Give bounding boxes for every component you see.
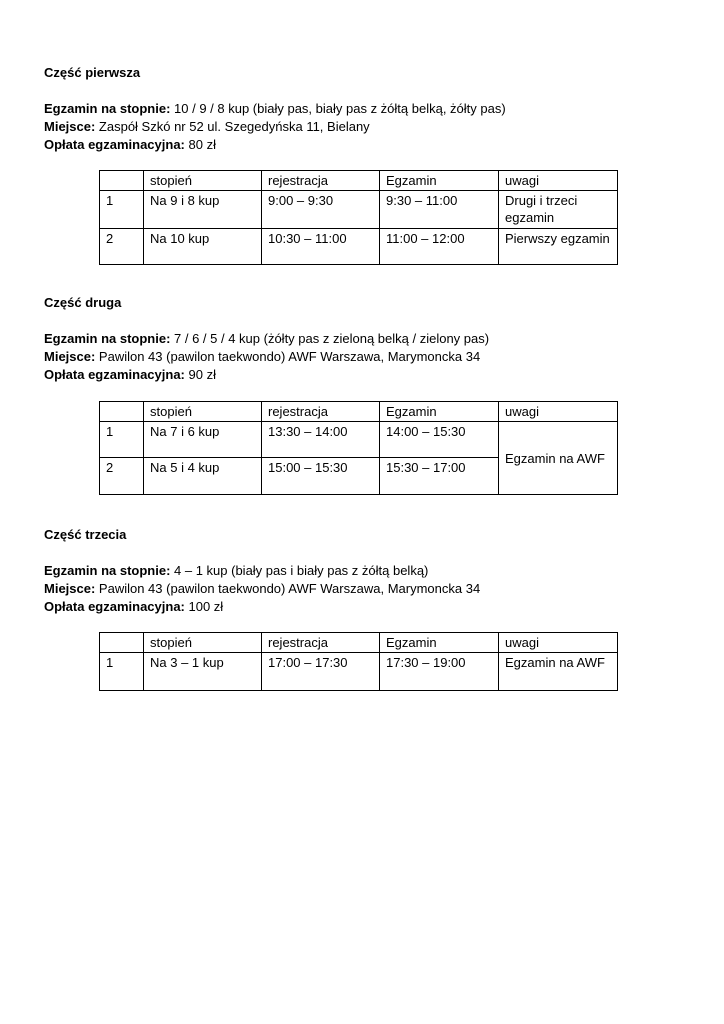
table-cell: 1	[100, 422, 144, 458]
exam-levels-label: Egzamin na stopnie:	[44, 331, 171, 346]
exam-levels-value: 7 / 6 / 5 / 4 kup (żółty pas z zieloną belką / zielony pas)	[170, 331, 490, 346]
exam-levels-label: Egzamin na stopnie:	[44, 563, 171, 578]
place-value: Pawilon 43 (pawilon taekwondo) AWF Warszawa, Marymoncka 34	[95, 349, 481, 364]
schedule-table-1	[99, 170, 618, 265]
exam-levels-label: Egzamin na stopnie:	[44, 101, 171, 116]
header-cell: Egzamin	[380, 402, 499, 422]
place-label: Miejsce:	[44, 581, 96, 596]
table-header-row	[100, 633, 618, 653]
table-cell: Na 7 i 6 kup	[144, 422, 262, 458]
header-cell: stopień	[144, 402, 262, 422]
place-label: Miejsce:	[44, 119, 96, 134]
fee-label: Opłata egzaminacyjna:	[44, 599, 185, 614]
fee-line	[44, 136, 684, 154]
table-cell: Drugi i trzeci egzamin	[499, 191, 618, 229]
header-cell: rejestracja	[262, 171, 380, 191]
table-cell: 15:30 – 17:00	[380, 458, 499, 495]
table-cell: Na 9 i 8 kup	[144, 191, 262, 229]
header-cell: rejestracja	[262, 633, 380, 653]
table-row	[100, 422, 618, 458]
header-cell	[100, 171, 144, 191]
fee-label: Opłata egzaminacyjna:	[44, 367, 185, 382]
table-cell: Na 10 kup	[144, 229, 262, 265]
fee-value: 90 zł	[184, 367, 216, 382]
schedule-table-2	[99, 401, 618, 495]
header-cell: stopień	[144, 633, 262, 653]
fee-label: Opłata egzaminacyjna:	[44, 137, 185, 152]
header-cell: rejestracja	[262, 402, 380, 422]
header-cell: stopień	[144, 171, 262, 191]
header-cell: uwagi	[499, 171, 618, 191]
section-title: Część trzecia	[44, 527, 127, 542]
table-header-row	[100, 402, 618, 422]
section-3-info	[44, 526, 684, 616]
table-cell: 15:00 – 15:30	[262, 458, 380, 495]
table-cell: 1	[100, 191, 144, 229]
place-line	[44, 348, 684, 366]
fee-value: 80 zł	[184, 137, 216, 152]
header-cell: uwagi	[499, 402, 618, 422]
merged-note-cell: Egzamin na AWF	[499, 422, 618, 495]
place-value: Pawilon 43 (pawilon taekwondo) AWF Warszawa, Marymoncka 34	[95, 581, 481, 596]
exam-levels-value: 4 – 1 kup (biały pas i biały pas z żółtą belką)	[170, 563, 429, 578]
fee-line	[44, 366, 684, 384]
place-value: Zaspół Szkó nr 52 ul. Szegedyńska 11, Bielany	[95, 119, 370, 134]
section-1-info	[44, 64, 684, 154]
table-row	[100, 229, 618, 265]
header-cell: Egzamin	[380, 633, 499, 653]
table-cell: 2	[100, 458, 144, 495]
section-2-info	[44, 294, 684, 384]
exam-levels-line	[44, 330, 684, 348]
table-cell: 9:30 – 11:00	[380, 191, 499, 229]
header-cell	[100, 402, 144, 422]
place-label: Miejsce:	[44, 349, 96, 364]
section-title: Część pierwsza	[44, 65, 141, 80]
table-cell: 1	[100, 653, 144, 691]
table-cell: 10:30 – 11:00	[262, 229, 380, 265]
table-header-row	[100, 171, 618, 191]
table-cell: 17:30 – 19:00	[380, 653, 499, 691]
header-cell	[100, 633, 144, 653]
table-cell: 17:00 – 17:30	[262, 653, 380, 691]
fee-value: 100 zł	[184, 599, 224, 614]
exam-levels-value: 10 / 9 / 8 kup (biały pas, biały pas z żółtą belką, żółty pas)	[170, 101, 506, 116]
place-line	[44, 118, 684, 136]
schedule-table-3	[99, 632, 618, 691]
header-cell: uwagi	[499, 633, 618, 653]
table-cell: 9:00 – 9:30	[262, 191, 380, 229]
table-row	[100, 191, 618, 229]
exam-levels-line	[44, 562, 684, 580]
table-cell: Egzamin na AWF	[499, 653, 618, 691]
fee-line	[44, 598, 684, 616]
place-line	[44, 580, 684, 598]
table-cell: 13:30 – 14:00	[262, 422, 380, 458]
table-cell: Na 3 – 1 kup	[144, 653, 262, 691]
table-cell: 14:00 – 15:30	[380, 422, 499, 458]
header-cell: Egzamin	[380, 171, 499, 191]
table-cell: Na 5 i 4 kup	[144, 458, 262, 495]
exam-levels-line	[44, 100, 684, 118]
table-cell: 11:00 – 12:00	[380, 229, 499, 265]
section-title: Część druga	[44, 295, 122, 310]
table-cell: Pierwszy egzamin	[499, 229, 618, 265]
table-cell: 2	[100, 229, 144, 265]
table-row	[100, 653, 618, 691]
